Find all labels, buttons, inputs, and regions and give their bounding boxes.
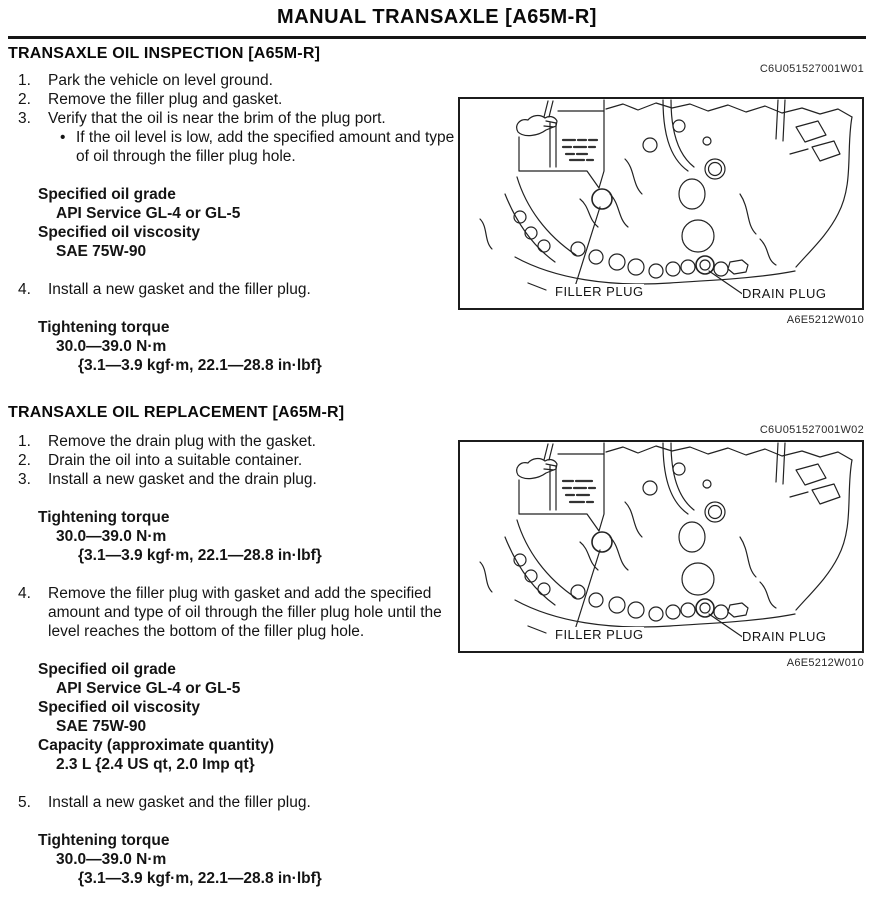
- step-number: 3.: [18, 110, 31, 127]
- spacer: [8, 812, 458, 831]
- step-number: 1.: [18, 72, 31, 89]
- drain-plug-label: DRAIN PLUG: [742, 286, 827, 301]
- replacement-step-2: [8, 451, 458, 470]
- step-text: Install a new gasket and the drain plug.: [48, 471, 317, 488]
- title-divider: [8, 36, 866, 39]
- torque-label: Tightening torque: [38, 832, 170, 849]
- step-number: 3.: [18, 471, 31, 488]
- drain-plug-circle: [681, 599, 748, 619]
- step-number: 5.: [18, 794, 31, 811]
- figure1-ref-code: C6U051527001W01: [759, 63, 864, 75]
- oil-level-dashes: [563, 481, 595, 502]
- step-text: Install a new gasket and the filler plug.: [48, 794, 311, 811]
- torque-label: Tightening torque: [38, 509, 170, 526]
- step-number: 4.: [18, 281, 31, 298]
- inspection-step-4: [8, 280, 458, 299]
- figure1-image-code: A6E5212W010: [786, 314, 864, 326]
- step-number: 1.: [18, 433, 31, 450]
- step-text: Drain the oil into a suitable container.: [48, 452, 303, 469]
- spacer: [8, 489, 458, 508]
- inspection-step-2: [8, 90, 458, 109]
- bullet-icon: •: [60, 129, 66, 146]
- spec-oil-grade-value: API Service GL-4 or GL-5: [56, 680, 241, 697]
- step-text: Verify that the oil is near the brim of the plug port.: [48, 110, 386, 127]
- step-number: 2.: [18, 452, 31, 469]
- spec-oil-viscosity-label: Specified oil viscosity: [38, 699, 200, 716]
- torque-value: 30.0—39.0 N·m: [56, 338, 167, 355]
- transaxle-illustration: [460, 99, 862, 308]
- inspection-step-3: [8, 109, 458, 128]
- spec-oil-grade-label: Specified oil grade: [38, 186, 176, 203]
- step-text: Remove the filler plug with gasket and add the specified amount and type of oil through the filler plug hole until the level reaches the bottom of the filler plug hole.: [48, 585, 442, 640]
- step-text: Park the vehicle on level ground.: [48, 72, 273, 89]
- filler-plug-circle: [592, 189, 612, 209]
- bullet-text: If the oil level is low, add the specified amount and type of oil through the filler plug hole.: [76, 129, 455, 165]
- drain-plug-circle: [681, 256, 748, 276]
- spacer: [8, 565, 458, 584]
- replacement-step-1: [8, 432, 458, 451]
- filler-plug-label: FILLER PLUG: [555, 284, 644, 299]
- torque-alt-units: {3.1—3.9 kgf·m, 22.1—28.8 in·lbf}: [78, 870, 322, 887]
- spacer: [8, 299, 458, 318]
- figure2-frame: [458, 440, 864, 653]
- torque-alt-units: {3.1—3.9 kgf·m, 22.1—28.8 in·lbf}: [78, 547, 322, 564]
- spec-oil-viscosity-label: Specified oil viscosity: [38, 224, 200, 241]
- spec-oil-viscosity-value: SAE 75W-90: [56, 718, 147, 735]
- oil-level-dashes: [563, 140, 597, 160]
- hand-icon: [517, 116, 557, 136]
- step-number: 2.: [18, 91, 31, 108]
- filler-plug-label: FILLER PLUG: [555, 627, 644, 642]
- figure2-image-code: A6E5212W010: [786, 657, 864, 669]
- spec-oil-grade-label: Specified oil grade: [38, 661, 176, 678]
- drain-leader-line: [709, 271, 744, 295]
- spacer: [8, 261, 458, 280]
- torque-value: 30.0—39.0 N·m: [56, 851, 167, 868]
- figure1-frame: [458, 97, 864, 310]
- hand-icon: [517, 459, 557, 479]
- torque-alt-units: {3.1—3.9 kgf·m, 22.1—28.8 in·lbf}: [78, 357, 322, 374]
- page-title: MANUAL TRANSAXLE [A65M-R]: [277, 6, 597, 28]
- torque-label: Tightening torque: [38, 319, 170, 336]
- step-text: Remove the drain plug with the gasket.: [48, 433, 316, 450]
- replacement-step-3: [8, 470, 458, 489]
- inspection-step-1: [8, 71, 458, 90]
- section-heading-replacement: TRANSAXLE OIL REPLACEMENT [A65M-R]: [8, 404, 345, 421]
- replacement-step-5: [8, 793, 458, 812]
- torque-value: 30.0—39.0 N·m: [56, 528, 167, 545]
- spacer: [8, 774, 458, 793]
- inspection-step-3-bullet: [60, 128, 458, 166]
- spec-capacity-label: Capacity (approximate quantity): [38, 737, 274, 754]
- drain-leader-line: [709, 614, 744, 638]
- drain-plug-label: DRAIN PLUG: [742, 629, 827, 644]
- transaxle-illustration: [460, 442, 862, 651]
- spacer: [8, 641, 458, 660]
- procedure-column: [8, 44, 458, 888]
- inset-callout: [517, 100, 604, 188]
- step-text: Install a new gasket and the filler plug.: [48, 281, 311, 298]
- section-heading-inspection: TRANSAXLE OIL INSPECTION [A65M-R]: [8, 45, 321, 62]
- inset-callout: [517, 443, 604, 531]
- spec-oil-viscosity-value: SAE 75W-90: [56, 243, 147, 260]
- spec-capacity-value: 2.3 L {2.4 US qt, 2.0 Imp qt}: [56, 756, 255, 773]
- step-number: 4.: [18, 585, 31, 602]
- figure2-ref-code: C6U051527001W02: [759, 424, 864, 436]
- step-text: Remove the filler plug and gasket.: [48, 91, 283, 108]
- replacement-step-4: [8, 584, 458, 641]
- spec-oil-grade-value: API Service GL-4 or GL-5: [56, 205, 241, 222]
- filler-plug-circle: [592, 532, 612, 552]
- spacer: [8, 166, 458, 185]
